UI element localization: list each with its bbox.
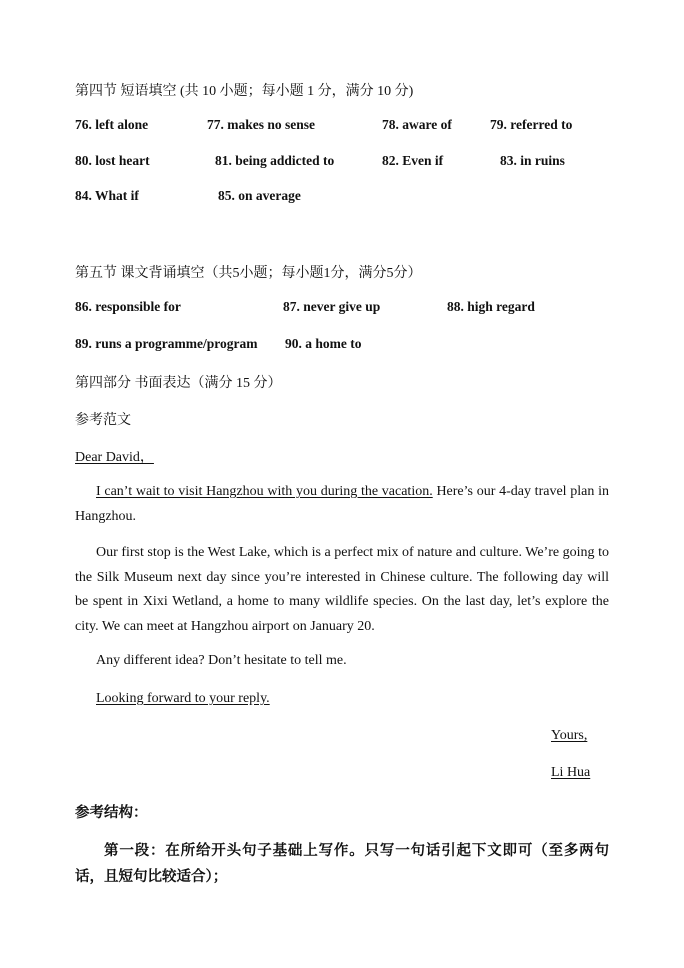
answer-81: 81. being addicted to	[215, 153, 335, 168]
section5-heading: 第五节 课文背诵填空（共5小题；每小题1分，满分5分）	[75, 266, 422, 281]
opening-rest: Here’s our 4-day travel plan in Hangzhou.	[75, 484, 609, 524]
answer-79: 79. referred to	[490, 117, 573, 132]
letter-paragraph-1	[75, 480, 609, 529]
answer-82: 82. Even if	[382, 153, 444, 168]
letter-sign-off: Yours,	[551, 728, 588, 743]
letter-signature: Li Hua	[551, 765, 591, 780]
answer-76: 76. left alone	[75, 117, 149, 132]
answer-90: 90. a home to	[285, 336, 362, 351]
part4-heading: 第四部分 书面表达（满分 15 分）	[75, 376, 282, 391]
answer-83: 83. in ruins	[500, 153, 565, 168]
answer-86: 86. responsible for	[75, 299, 181, 314]
section4-heading: 第四节 短语填空 (共 10 小题；每小题 1 分，满分 10 分)	[75, 84, 414, 99]
answer-85: 85. on average	[218, 188, 301, 203]
letter-paragraph-3: Any different idea? Don’t hesitate to tell me.	[96, 653, 347, 668]
letter-paragraph-2: Our first stop is the West Lake, which is a perfect mix of nature and culture. We’re going to the Silk Museum next day since you’re interested in Chinese culture. The following day will be spent in Xixi Wetland, a home to many wildlife species. On the last day, let’s explore the city. We can meet at Hangzhou airport on January 20.	[75, 545, 609, 634]
letter-salutation: Dear David，	[75, 450, 154, 465]
answer-84: 84. What if	[75, 188, 139, 203]
structure-heading: 参考结构：	[75, 805, 148, 821]
structure-paragraph-1: 第一段：在所给开头句子基础上写作。只写一句话引起下文即可（至多两句话，且短句比较适合）；	[75, 843, 609, 885]
answer-78: 78. aware of	[382, 117, 452, 132]
sample-essay-label: 参考范文	[75, 413, 131, 428]
answer-80: 80. lost heart	[75, 153, 150, 168]
opening-sentence: I can’t wait to visit Hangzhou with you during the vacation.	[96, 484, 433, 499]
letter-closing-line: Looking forward to your reply.	[96, 691, 270, 706]
answer-87: 87. never give up	[283, 299, 381, 314]
answer-77: 77. makes no sense	[207, 117, 316, 132]
answer-88: 88. high regard	[447, 299, 535, 314]
answer-89: 89. runs a programme/program	[75, 336, 258, 351]
